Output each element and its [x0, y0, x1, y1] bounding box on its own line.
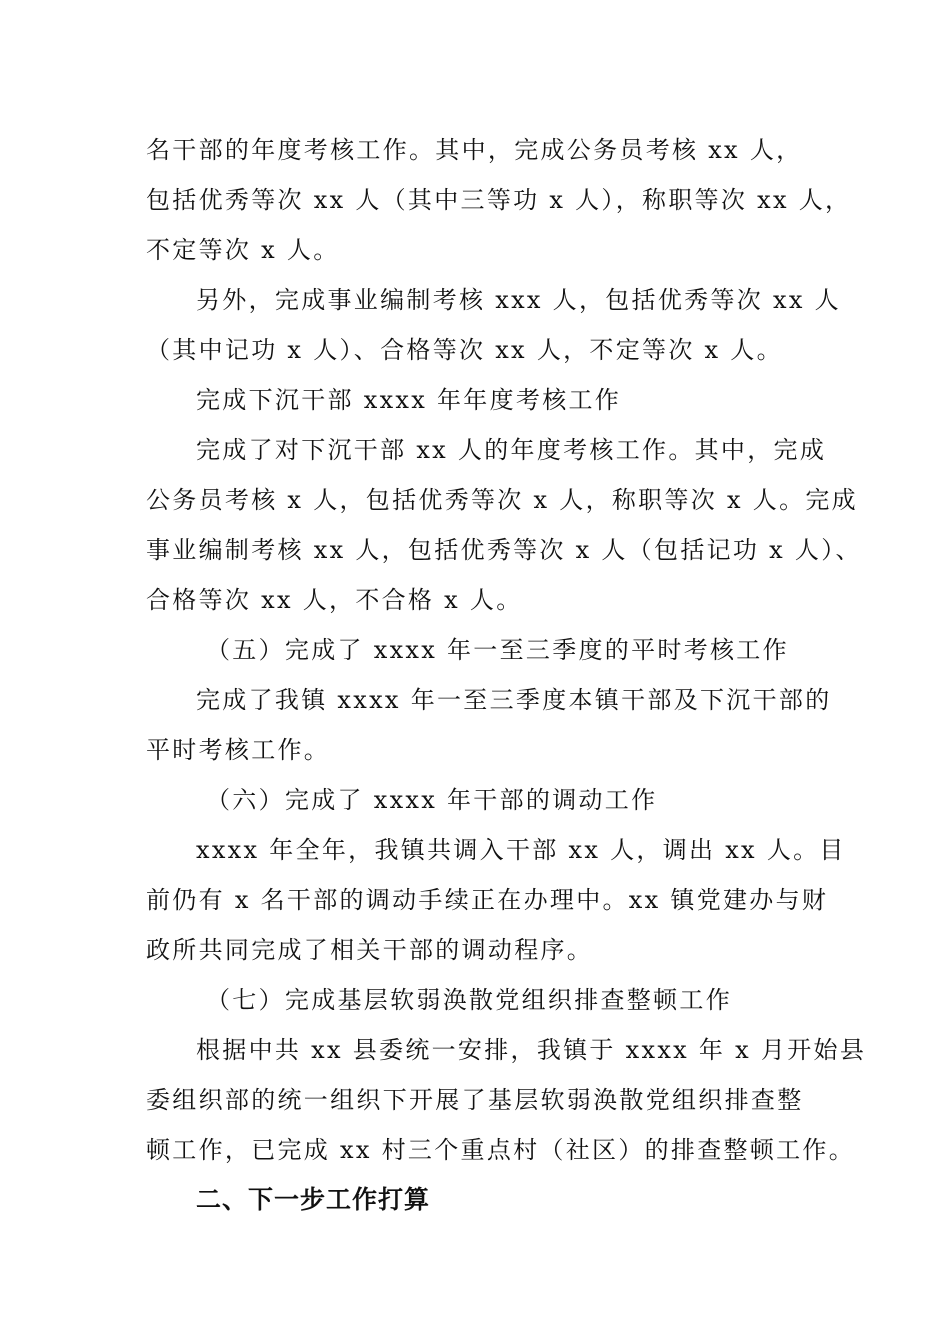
subsection-title: （五）完成了 xxxx 年一至三季度的平时考核工作: [206, 636, 789, 664]
paragraph-line: 不定等次 x 人。: [146, 236, 340, 264]
paragraph-line: 合格等次 xx 人，不合格 x 人。: [146, 586, 523, 614]
paragraph-line: （其中记功 x 人）、合格等次 xx 人，不定等次 x 人。: [146, 336, 783, 364]
paragraph-line: 包括优秀等次 xx 人（其中三等功 x 人），称职等次 xx 人，: [146, 186, 852, 214]
paragraph-line: 委组织部的统一组织下开展了基层软弱涣散党组织排查整: [146, 1086, 804, 1114]
paragraph-line: 另外，完成事业编制考核 xxx 人，包括优秀等次 xx 人: [196, 286, 841, 314]
subsection-title: （六）完成了 xxxx 年干部的调动工作: [206, 786, 658, 814]
paragraph-line: 完成了我镇 xxxx 年一至三季度本镇干部及下沉干部的: [196, 686, 832, 714]
paragraph-line: 前仍有 x 名干部的调动手续正在办理中。xx 镇党建办与财: [146, 886, 829, 914]
paragraph-line: 平时考核工作。: [146, 736, 331, 764]
paragraph-line: 公务员考核 x 人，包括优秀等次 x 人，称职等次 x 人。完成: [146, 486, 858, 514]
subsection-title: （七）完成基层软弱涣散党组织排查整顿工作: [206, 986, 732, 1014]
paragraph-line: 名干部的年度考核工作。其中，完成公务员考核 xx 人，: [146, 136, 803, 164]
paragraph-line: 顿工作，已完成 xx 村三个重点村（社区）的排查整顿工作。: [146, 1136, 856, 1164]
paragraph-line: xxxx 年全年，我镇共调入干部 xx 人，调出 xx 人。目: [196, 836, 846, 864]
subsection-title: 完成下沉干部 xxxx 年年度考核工作: [196, 386, 622, 414]
section-heading: 二、下一步工作打算: [196, 1185, 431, 1214]
paragraph-line: 根据中共 xx 县委统一安排，我镇于 xxxx 年 x 月开始县: [196, 1036, 867, 1064]
paragraph-line: 政所共同完成了相关干部的调动程序。: [146, 936, 594, 964]
paragraph-line: 事业编制考核 xx 人，包括优秀等次 x 人（包括记功 x 人）、: [146, 536, 862, 564]
paragraph-line: 完成了对下沉干部 xx 人的年度考核工作。其中，完成: [196, 436, 827, 464]
